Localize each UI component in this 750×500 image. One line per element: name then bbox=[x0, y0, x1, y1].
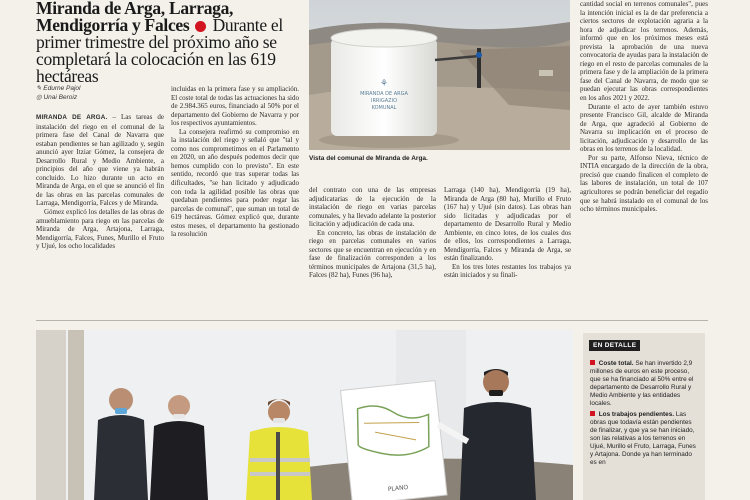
article-column-4 bbox=[444, 186, 571, 280]
bullet-icon bbox=[590, 360, 595, 365]
col1-paragraph-1: – Las tareas de instalación del riego en el comunal de la primera fase del Canal de Navarra que estaban pendientes se han agilizado y, según anunció ayer Itziar Gómez, la consejera de Desarrollo Rural y Medio Ambiente, a principios del año que viene ya habrán concluido. Lo hizo durante un acto en Miranda de Arga, en el que se anunció el fin de las obras en las parcelas comunales de Larraga, Mendigorría, Falces y de Miranda. bbox=[36, 113, 164, 208]
headline-main: Miranda de Arga, Larraga, Mendigorría y Falces bbox=[36, 0, 234, 35]
article-column-3 bbox=[309, 186, 436, 280]
byline: ✎ Edurne Pajol ◎ Unai Beroiz bbox=[36, 85, 81, 101]
info-item-pending bbox=[590, 411, 700, 468]
photo-caption: Vista del comunal de Miranda de Arga. bbox=[309, 155, 428, 162]
col5-paragraph-2: Durante el acto de ayer también estuvo presente Francisco Gil, alcalde de Miranda de Arga, que agradeció al Gobierno de Navarra su implicación en el proceso de licitación, adjudicación y desarrollo de las obras en los terrenos de la localidad. bbox=[580, 102, 708, 154]
easel-plan bbox=[341, 381, 448, 500]
info-item-cost-text: Se han invertido 2,9 millones de euros en este proceso, que se ha financiado al 50% entre el departamento de Desarrollo Rural y Medio Ambiente y las entidades locales. bbox=[590, 360, 694, 408]
tank-text-1: MIRANDA DE ARGA bbox=[360, 91, 408, 97]
info-item-cost bbox=[590, 360, 700, 409]
article-column-1 bbox=[36, 113, 164, 251]
info-box-body bbox=[590, 360, 700, 469]
col3-paragraph-2: En concreto, las obras de instalación de riego en parcelas comunales en varios sectores que se encuentran en ejecución y en fase de finalización corresponden a los términos municipales de Artajona (31,5 ha), Falces (82 ha), Funes (96 ha), bbox=[309, 228, 436, 280]
bullet-icon bbox=[590, 411, 595, 416]
info-item-pending-title: Los trabajos pendientes. bbox=[598, 410, 675, 418]
plan-label: PLANO bbox=[387, 483, 409, 494]
col5-paragraph-3: Por su parte, Alfonso Nieva, técnico de INTIA encargado de la dirección de la obra, precisó que cuando finalicen el completo de las labores de instalación, un total de 107 agricultores se podrán beneficiar del regadío que se habrá instalado en el comunal de los ocho términos municipales. bbox=[580, 153, 708, 214]
byline-author: Edurne Pajol bbox=[43, 85, 81, 92]
col4-paragraph-1: Larraga (140 ha), Mendigorría (19 ha), Miranda de Arga (80 ha), Murillo el Fruto (167 ha) y Ujué (sin datos). Las obras han sido licitadas y adjudicadas por el departamento de Desarrollo Rural y Medio Ambiente, en cinco lotes, de los cuales dos de ellos, los correspondientes a Larraga, Mendigorría, Falces y Miranda de Arga, se están finalizando. bbox=[444, 186, 571, 263]
tank-text-2: IRRIGAZIO bbox=[370, 98, 398, 104]
photo-water-tank bbox=[309, 0, 570, 150]
section-divider bbox=[36, 320, 708, 321]
article-headline bbox=[36, 0, 302, 85]
col1-paragraph-2: Gómez explicó los detalles de las obras de amueblamiento para riego en las parcelas de Miranda de Arga, Artajona, Larraga, Mendigorría, Falces, Funes, Murillo el Fruto y Ujué, los ocho localidades bbox=[36, 208, 164, 251]
tank-logo-icon: ⚘ bbox=[379, 79, 389, 89]
headline-subtitle: Durante el primer trimestre del próximo año se completará la colocación en las 619 hectáreas bbox=[36, 15, 283, 86]
info-item-cost-title: Coste total. bbox=[598, 360, 634, 367]
info-box-detalle bbox=[583, 333, 705, 500]
col2-paragraph-2: La consejera reafirmó su compromiso en la instalación del riego y señaló que "tal y como nos comprometimos en el Parlamento en 2020, un año después podemos decir que hemos cumplido con lo previsto". En este sentido, recordó que tras superar todas las dificultades, "se han licitado y adjudicado con toda la agilidad posible las obras que quedaban pendientes para poder regar las parcelas de comunal", que suman un total de 619 hectáreas. Gómez explicó que, durante estos meses, el departamento ha gestionado la resolución bbox=[171, 127, 299, 239]
info-item-pending-text: Las obras que todavía están pendientes de finalizar, y que ya se han iniciado, son las relativas a los terrenos en Ujué, Murillo el Fruto, Larraga, Funes y Artajona. Donde ya han terminado es en bbox=[590, 410, 696, 467]
article-column-2 bbox=[171, 85, 299, 239]
col5-paragraph-1: cantidad social en terrenos comunales", pues la intención inicial es la de dar preferencia a ciertos sectores de explotación agraria a la hora de adjudicar los terrenos. Además, informó que en los próximos meses está prevista la aprobación de una nueva convocatoria de ayudas para la instalación de riego en el resto de parcelas comunales de la primera fase y de la ampliación de la primera fase del Canal de Navarra, de modo que se puedan ejecutar las obras correspondientes en los años 2021 y 2022. bbox=[580, 0, 708, 103]
headline-bullet-icon bbox=[195, 21, 206, 32]
byline-photographer: Unai Beroiz bbox=[43, 94, 78, 101]
photo-officials-group bbox=[36, 330, 573, 500]
col2-paragraph-1: incluidas en la primera fase y su ampliación. El coste total de todas las actuaciones ha sido de 2.984.365 euros, financiado al 50% por el departamento del Gobierno de Navarra y por los respectivos ayuntamientos. bbox=[171, 85, 299, 128]
dateline: MIRANDA DE ARGA. bbox=[36, 114, 108, 121]
col3-paragraph-1: del contrato con una de las empresas adjudicatarias de la ejecución de la instalación de riego en varias parcelas comunales, y ha llevado adelante la posterior licitación y adjudicación de cada una. bbox=[309, 186, 436, 229]
info-box-heading: EN DETALLE bbox=[589, 340, 640, 351]
col4-paragraph-2: En los tres lotes restantes los trabajos ya están iniciados y su finali- bbox=[444, 262, 571, 280]
article-column-5 bbox=[580, 0, 708, 214]
tank-text-3: KOMUNAL bbox=[371, 105, 397, 111]
